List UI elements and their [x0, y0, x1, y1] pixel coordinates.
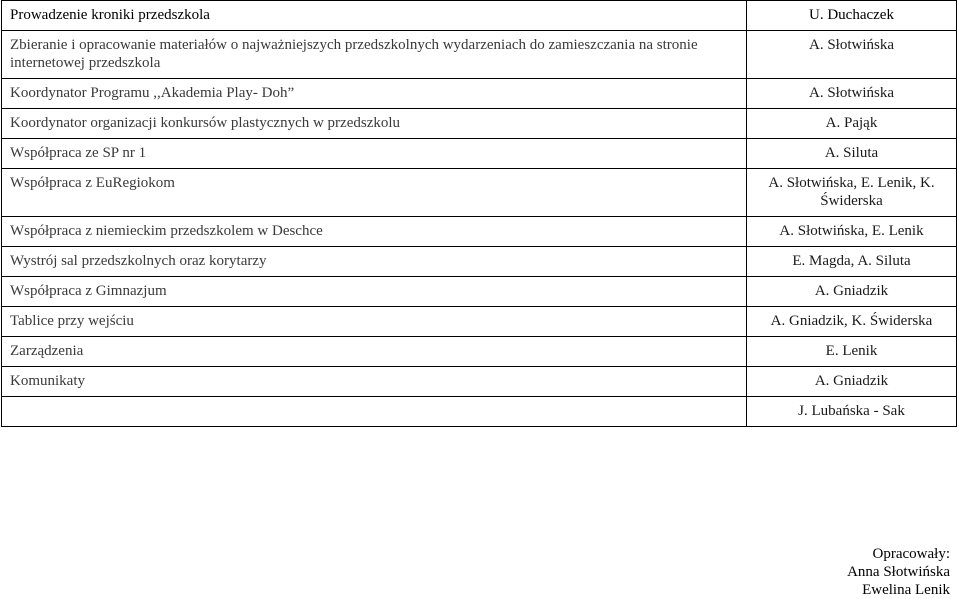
task-cell: Współpraca z niemieckim przedszkolem w Deschce	[2, 217, 747, 247]
person-cell: A. Słotwińska, E. Lenik, K. Świderska	[747, 169, 957, 217]
responsibilities-table	[1, 0, 957, 427]
person-cell: A. Siluta	[747, 139, 957, 169]
signature-name: Anna Słotwińska	[847, 564, 950, 580]
table-row	[2, 277, 957, 307]
table-row	[2, 367, 957, 397]
person-cell: E. Magda, A. Siluta	[747, 247, 957, 277]
table-row	[2, 139, 957, 169]
person-cell: E. Lenik	[747, 337, 957, 367]
person-cell: A. Gniadzik	[747, 367, 957, 397]
person-cell: A. Słotwińska, E. Lenik	[747, 217, 957, 247]
task-cell	[2, 397, 747, 427]
table-row	[2, 247, 957, 277]
task-cell: Tablice przy wejściu	[2, 307, 747, 337]
task-cell: Zarządzenia	[2, 337, 747, 367]
table-row	[2, 1, 957, 31]
table-row	[2, 31, 957, 79]
person-cell: A. Pająk	[747, 109, 957, 139]
task-cell: Koordynator Programu ,,Akademia Play- Doh”	[2, 79, 747, 109]
task-cell: Zbieranie i opracowanie materiałów o najważniejszych przedszkolnych wydarzeniach do zamieszczania na stronie internetowej przedszkola	[2, 31, 747, 79]
signature-block	[847, 545, 950, 599]
signature-label: Opracowały:	[872, 546, 950, 562]
task-cell: Współpraca z EuRegiokom	[2, 169, 747, 217]
table-row	[2, 307, 957, 337]
table-row	[2, 169, 957, 217]
person-cell: A. Gniadzik, K. Świderska	[747, 307, 957, 337]
table-row	[2, 397, 957, 427]
person-cell: A. Słotwińska	[747, 79, 957, 109]
person-cell: A. Gniadzik	[747, 277, 957, 307]
table-row	[2, 337, 957, 367]
task-cell: Komunikaty	[2, 367, 747, 397]
table-row	[2, 109, 957, 139]
task-cell: Wystrój sal przedszkolnych oraz korytarzy	[2, 247, 747, 277]
signature-name: Ewelina Lenik	[862, 582, 950, 598]
task-cell: Prowadzenie kroniki przedszkola	[2, 1, 747, 31]
table-row	[2, 79, 957, 109]
person-cell: J. Lubańska - Sak	[747, 397, 957, 427]
task-cell: Koordynator organizacji konkursów plastycznych w przedszkolu	[2, 109, 747, 139]
person-cell: U. Duchaczek	[747, 1, 957, 31]
task-cell: Współpraca z Gimnazjum	[2, 277, 747, 307]
person-cell: A. Słotwińska	[747, 31, 957, 79]
table-row	[2, 217, 957, 247]
task-cell: Współpraca ze SP nr 1	[2, 139, 747, 169]
